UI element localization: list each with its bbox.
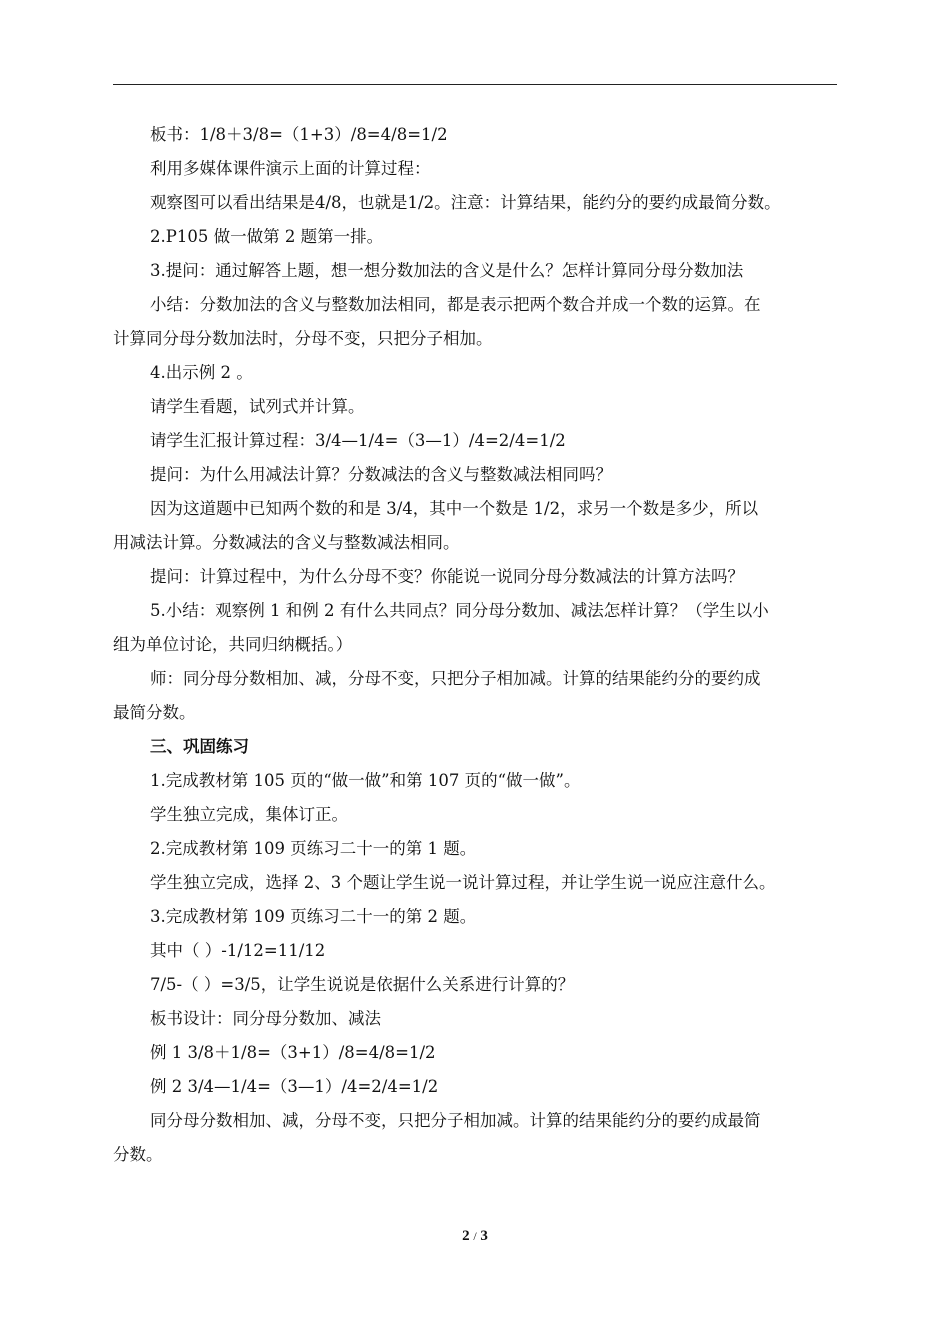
text-line: 提问：为什么用减法计算？分数减法的含义与整数减法相同吗？ <box>150 465 612 484</box>
text-line: 最简分数。 <box>113 703 196 722</box>
page-separator: / <box>473 1229 477 1243</box>
text-line: 师：同分母分数相加、减，分母不变，只把分子相加减。计算的结果能约分的要约成 <box>150 669 761 688</box>
text-line: 4.出示例 2 。 <box>150 363 253 382</box>
text-line: 请学生看题，试列式并计算。 <box>150 397 365 416</box>
text-line: 计算同分母分数加法时，分母不变，只把分子相加。 <box>113 329 493 348</box>
page-number <box>0 1228 950 1245</box>
text-line: 用减法计算。分数减法的含义与整数减法相同。 <box>113 533 460 552</box>
section-heading: 三、巩固练习 <box>150 737 249 756</box>
text-line: 5.小结：观察例 1 和例 2 有什么共同点？同分母分数加、减法怎样计算？（学生以小 <box>150 601 769 620</box>
text-line: 2.完成教材第 109 页练习二十一的第 1 题。 <box>150 839 477 858</box>
text-line: 7/5-（ ）=3/5，让学生说说是依据什么关系进行计算的？ <box>150 975 575 994</box>
text-line: 3.提问：通过解答上题，想一想分数加法的含义是什么？怎样计算同分母分数加法 <box>150 261 744 280</box>
text-line: 例 1 3/8＋1/8=（3+1）/8=4/8=1/2 <box>150 1043 436 1062</box>
text-line: 2.P105 做一做第 2 题第一排。 <box>150 227 384 246</box>
text-line: 分数。 <box>113 1145 163 1164</box>
text-line: 小结：分数加法的含义与整数加法相同，都是表示把两个数合并成一个数的运算。在 <box>150 295 761 314</box>
page-total: 3 <box>480 1228 488 1244</box>
header-rule <box>113 84 837 85</box>
text-line: 组为单位讨论，共同归纳概括。） <box>113 635 353 654</box>
text-line: 板书设计：同分母分数加、减法 <box>150 1009 381 1028</box>
text-line: 利用多媒体课件演示上面的计算过程： <box>150 159 431 178</box>
document-body <box>113 118 837 1172</box>
text-line: 板书：1/8＋3/8=（1+3）/8=4/8=1/2 <box>150 125 448 144</box>
text-line: 提问：计算过程中，为什么分母不变？你能说一说同分母分数减法的计算方法吗？ <box>150 567 744 586</box>
text-line: 学生独立完成，集体订正。 <box>150 805 348 824</box>
text-line: 3.完成教材第 109 页练习二十一的第 2 题。 <box>150 907 477 926</box>
text-line: 观察图可以看出结果是4/8，也就是1/2。注意：计算结果，能约分的要约成最简分数。 <box>150 193 781 212</box>
text-line: 1.完成教材第 105 页的“做一做”和第 107 页的“做一做”。 <box>150 771 581 790</box>
text-line: 其中（ ）-1/12=11/12 <box>150 941 326 960</box>
text-line: 例 2 3/4—1/4=（3—1）/4=2/4=1/2 <box>150 1077 439 1096</box>
text-line: 同分母分数相加、减，分母不变，只把分子相加减。计算的结果能约分的要约成最简 <box>150 1111 761 1130</box>
text-line: 请学生汇报计算过程：3/4—1/4=（3—1）/4=2/4=1/2 <box>150 431 566 450</box>
text-line: 学生独立完成，选择 2、3 个题让学生说一说计算过程，并让学生说一说应注意什么。 <box>150 873 776 892</box>
page-current: 2 <box>462 1228 470 1244</box>
text-line: 因为这道题中已知两个数的和是 3/4，其中一个数是 1/2，求另一个数是多少，所以 <box>150 499 759 518</box>
